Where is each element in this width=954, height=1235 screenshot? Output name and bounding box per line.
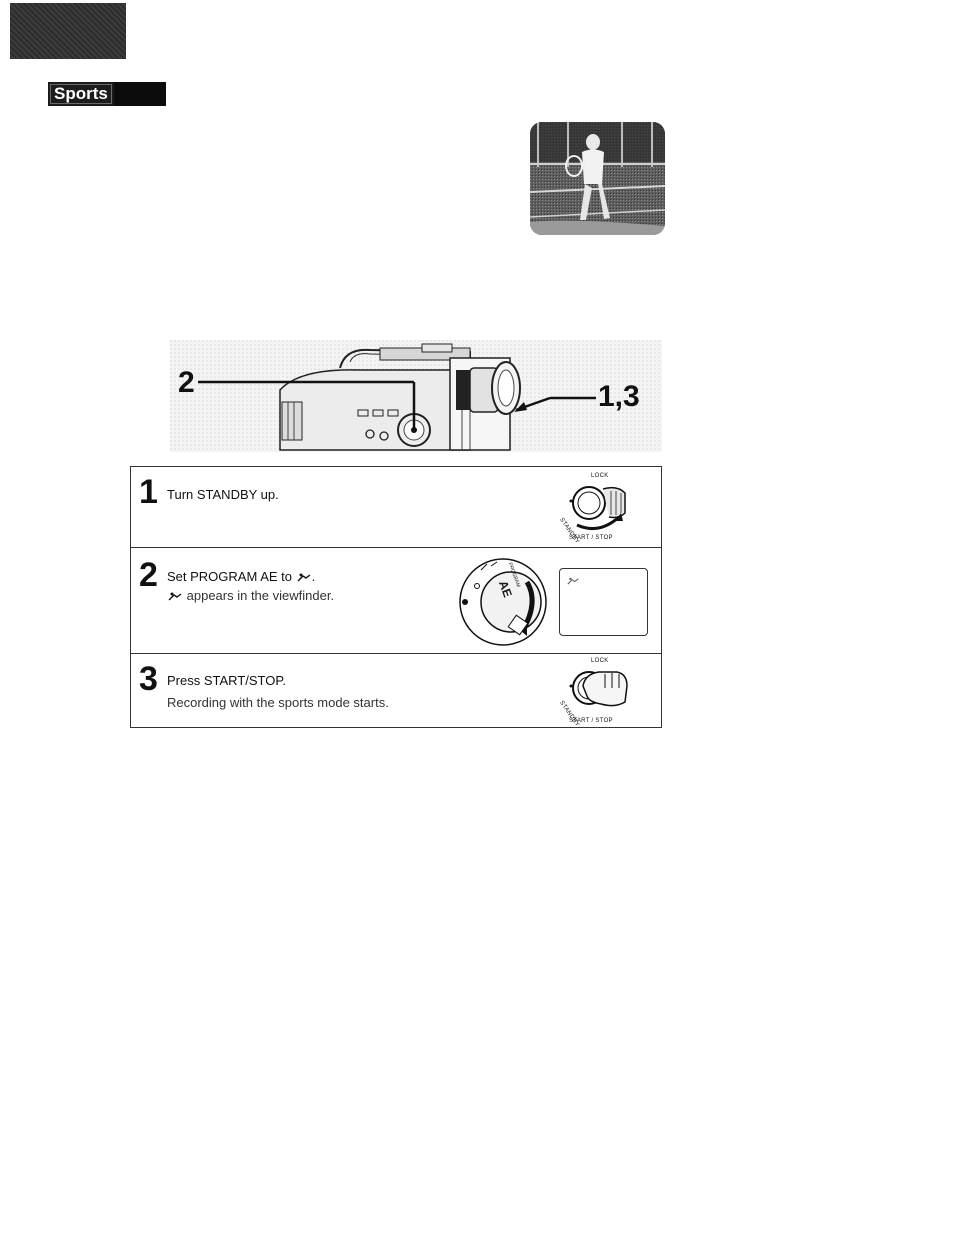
steps-table — [130, 466, 662, 728]
viewfinder-display — [559, 568, 648, 636]
step-description: Recording with the sports mode starts. — [167, 695, 389, 710]
lock-label: LOCK — [591, 658, 609, 664]
step-description — [167, 588, 334, 603]
callout-steps-1-3: 1,3 — [598, 380, 640, 413]
camcorder-illustration — [170, 340, 662, 452]
step-title — [167, 569, 315, 584]
standby-label: STANDBY — [558, 700, 581, 729]
step-2 — [131, 547, 661, 653]
lock-label: LOCK — [591, 473, 609, 479]
step-description-text: appears in the viewfinder. — [186, 588, 335, 603]
start-stop-press-icon — [559, 656, 639, 718]
program-label: PROGRAM — [506, 561, 522, 589]
callout-step-2: 2 — [178, 366, 195, 399]
program-ae-dial-icon — [457, 556, 549, 648]
step-title: Turn STANDBY up. — [167, 487, 279, 502]
corner-tab-block — [10, 3, 126, 59]
standby-label: STANDBY — [558, 517, 581, 546]
sports-mode-icon — [167, 592, 183, 602]
step-title-text: Set PROGRAM AE to — [167, 569, 292, 584]
ae-label: AE — [495, 578, 515, 600]
step-number: 2 — [139, 556, 158, 594]
start-stop-label: START / STOP — [569, 535, 613, 541]
sports-mode-icon — [296, 573, 312, 583]
tennis-player-photo — [530, 122, 665, 235]
sports-mode-icon — [566, 577, 580, 586]
section-heading-bar — [114, 82, 166, 106]
step-3 — [131, 653, 661, 729]
section-heading — [48, 82, 166, 106]
step-title: Press START/STOP. — [167, 673, 286, 688]
start-stop-label: START / STOP — [569, 718, 613, 724]
step-number: 1 — [139, 473, 158, 511]
section-title: Sports — [48, 82, 114, 106]
step-number: 3 — [139, 660, 158, 698]
step-1 — [131, 467, 661, 547]
step-title-period: . — [311, 569, 316, 584]
